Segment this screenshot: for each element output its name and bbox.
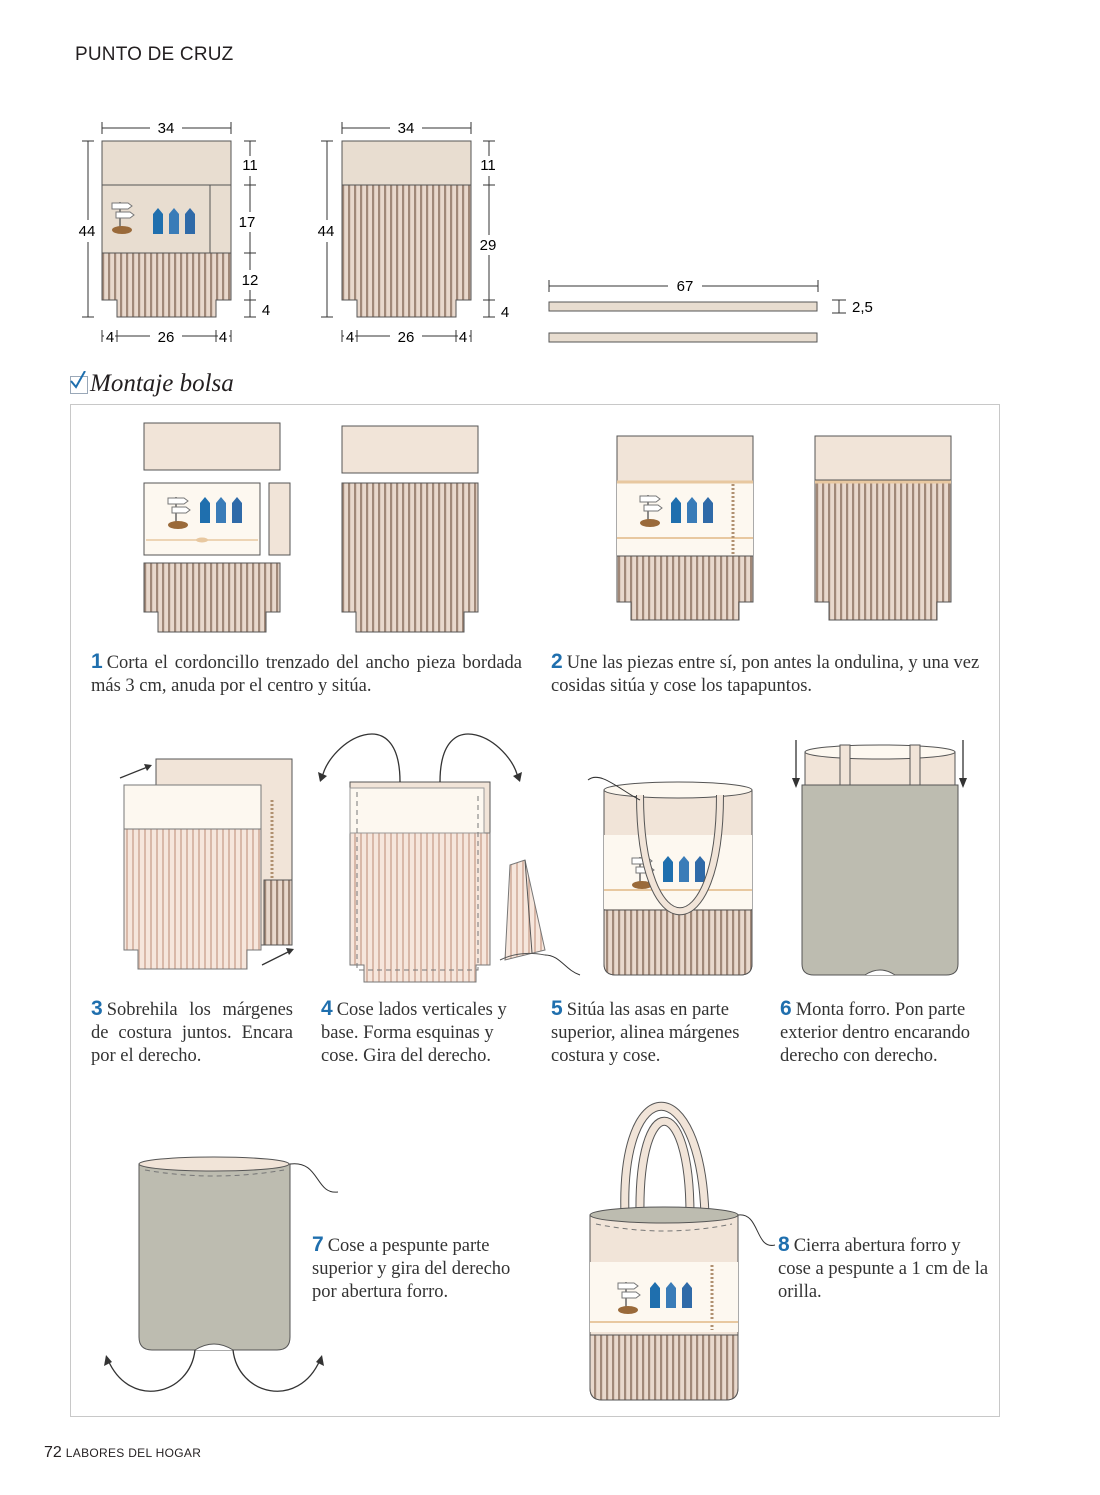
back-base-left-label: 4 [345, 329, 355, 346]
front-seg-mid-label: 17 [238, 214, 256, 231]
step-3-text: Sobrehila los márgenes de costura juntos. Encara por el derecho. [91, 1000, 293, 1066]
strap-width-label: 2,5 [852, 299, 873, 316]
step-8-text: Cierra abertura forro y cose a pespunte a 1 cm de la orilla. [778, 1236, 989, 1302]
front-seg-top-label: 11 [242, 157, 258, 174]
step-2 [551, 650, 983, 698]
front-seg-bottom-label: 12 [241, 272, 259, 289]
back-width-label: 34 [397, 120, 415, 137]
step-2-number: 2 [551, 650, 563, 673]
front-width-label: 34 [157, 120, 175, 137]
step-1 [91, 650, 522, 698]
front-base-left-label: 4 [105, 329, 115, 346]
back-base-mid-label: 26 [397, 329, 415, 346]
step-8 [778, 1233, 990, 1304]
back-height-label: 44 [317, 223, 335, 240]
step-3-number: 3 [91, 997, 103, 1020]
page-header-title: PUNTO DE CRUZ [75, 44, 234, 65]
pattern-back [315, 118, 501, 346]
step-7-text: Cose a pespunte parte superior y gira del derecho por abertura forro. [312, 1236, 511, 1302]
pattern-straps [549, 276, 846, 342]
back-seg-body-label: 29 [479, 237, 497, 254]
magazine-name: LABORES DEL HOGAR [65, 1446, 202, 1460]
step-6-text: Monta forro. Pon parte exterior dentro encarando derecho con derecho. [780, 1000, 971, 1066]
step-1-text: Corta el cordoncillo trenzado del ancho pieza bordada más 3 cm, anuda por el centro y sitúa. [91, 653, 522, 696]
step-2-text: Une las piezas entre sí, pon antes la ondulina, y una vez cosidas sitúa y cose los tapapuntos. [551, 653, 980, 696]
step-7 [312, 1233, 524, 1304]
page-footer [44, 1444, 201, 1462]
front-seg-corner-label: 4 [261, 302, 271, 319]
check-icon [70, 376, 88, 394]
checkmark-icon [69, 371, 87, 389]
step-6 [780, 997, 985, 1068]
pattern-front [76, 118, 262, 346]
step-5-text: Sitúa las asas en parte superior, alinea márgenes costura y cose. [551, 1000, 740, 1066]
step-8-number: 8 [778, 1233, 790, 1256]
back-base-right-label: 4 [458, 329, 468, 346]
section-title: Montaje bolsa [90, 370, 234, 397]
front-height-label: 44 [78, 223, 96, 240]
step-4 [321, 997, 527, 1068]
step-7-number: 7 [312, 1233, 324, 1256]
step-6-number: 6 [780, 997, 792, 1020]
back-seg-top-label: 11 [480, 157, 496, 174]
step-4-number: 4 [321, 997, 333, 1020]
step-5 [551, 997, 756, 1068]
front-base-mid-label: 26 [157, 329, 175, 346]
page-number: 72 [44, 1444, 62, 1461]
strap-length-label: 67 [676, 278, 694, 295]
step-3 [91, 997, 293, 1068]
back-seg-corner-label: 4 [500, 304, 510, 321]
step-4-text: Cose lados verticales y base. Forma esquinas y cose. Gira del derecho. [321, 1000, 507, 1066]
front-base-right-label: 4 [218, 329, 228, 346]
step-1-number: 1 [91, 650, 103, 673]
step-5-number: 5 [551, 997, 563, 1020]
